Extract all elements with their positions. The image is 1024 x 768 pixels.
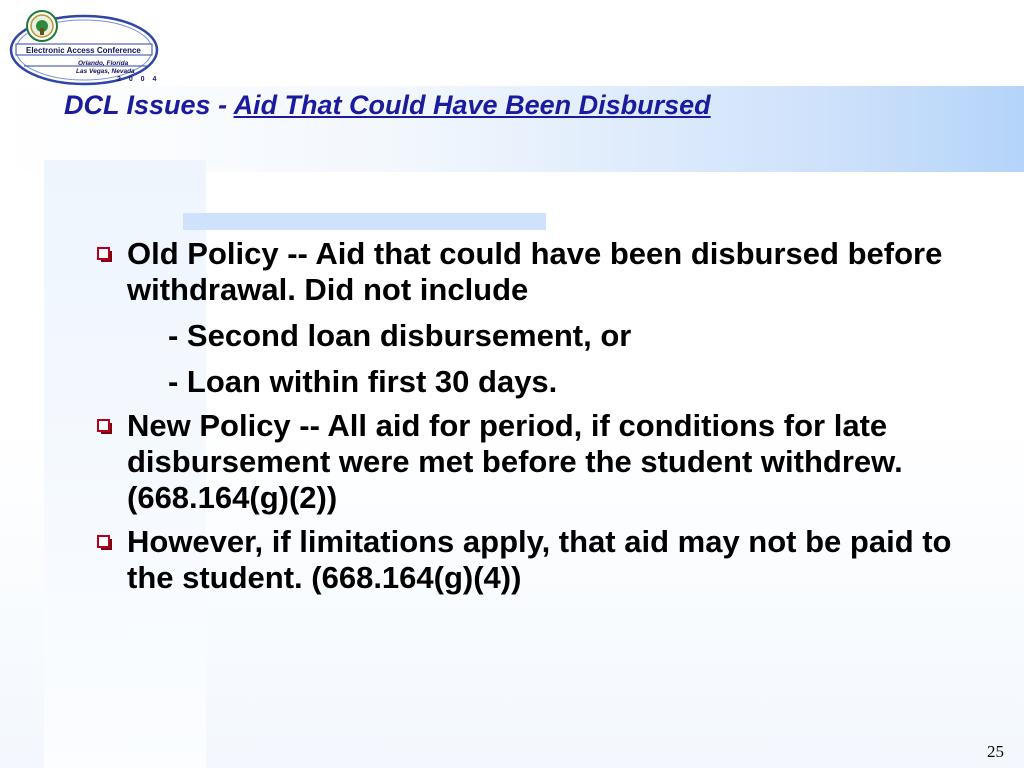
bullet-item-old-policy (96, 236, 966, 400)
bullet-text: New Policy -- All aid for period, if conditions for late disbursement were met before the student withdrew. (668.164(g)(2)) (127, 408, 903, 515)
sub-item: - Second loan disbursement, or (168, 318, 632, 353)
bullet-text: However, if limitations apply, that aid may not be paid to the student. (668.164(g)(4)) (127, 524, 952, 595)
bullet-list (96, 236, 966, 604)
checkbox-bullet-icon (97, 419, 110, 432)
slide-title (64, 86, 824, 124)
logo-location-las-vegas: Las Vegas, Nevada (76, 68, 135, 75)
bullet-item-new-policy (96, 408, 966, 516)
logo-location-orlando: Orlando, Florida (78, 60, 129, 67)
divider-band (183, 213, 546, 230)
checkbox-bullet-icon (97, 535, 110, 548)
slide-title-underlined: Aid That Could Have Been Disbursed (233, 90, 711, 120)
slide-title-prefix: DCL Issues - (64, 90, 234, 120)
logo-title: Electronic Access Conference (26, 46, 141, 55)
bullet-text: Old Policy -- Aid that could have been disbursed before withdrawal. Did not include (127, 236, 943, 307)
sub-item: - Loan within first 30 days. (168, 364, 558, 399)
logo-year: 2 0 0 4 (117, 76, 160, 83)
page-number: 25 (987, 742, 1004, 761)
checkbox-bullet-icon (97, 247, 110, 260)
conference-logo (4, 4, 160, 90)
bullet-item-limitations (96, 524, 966, 596)
